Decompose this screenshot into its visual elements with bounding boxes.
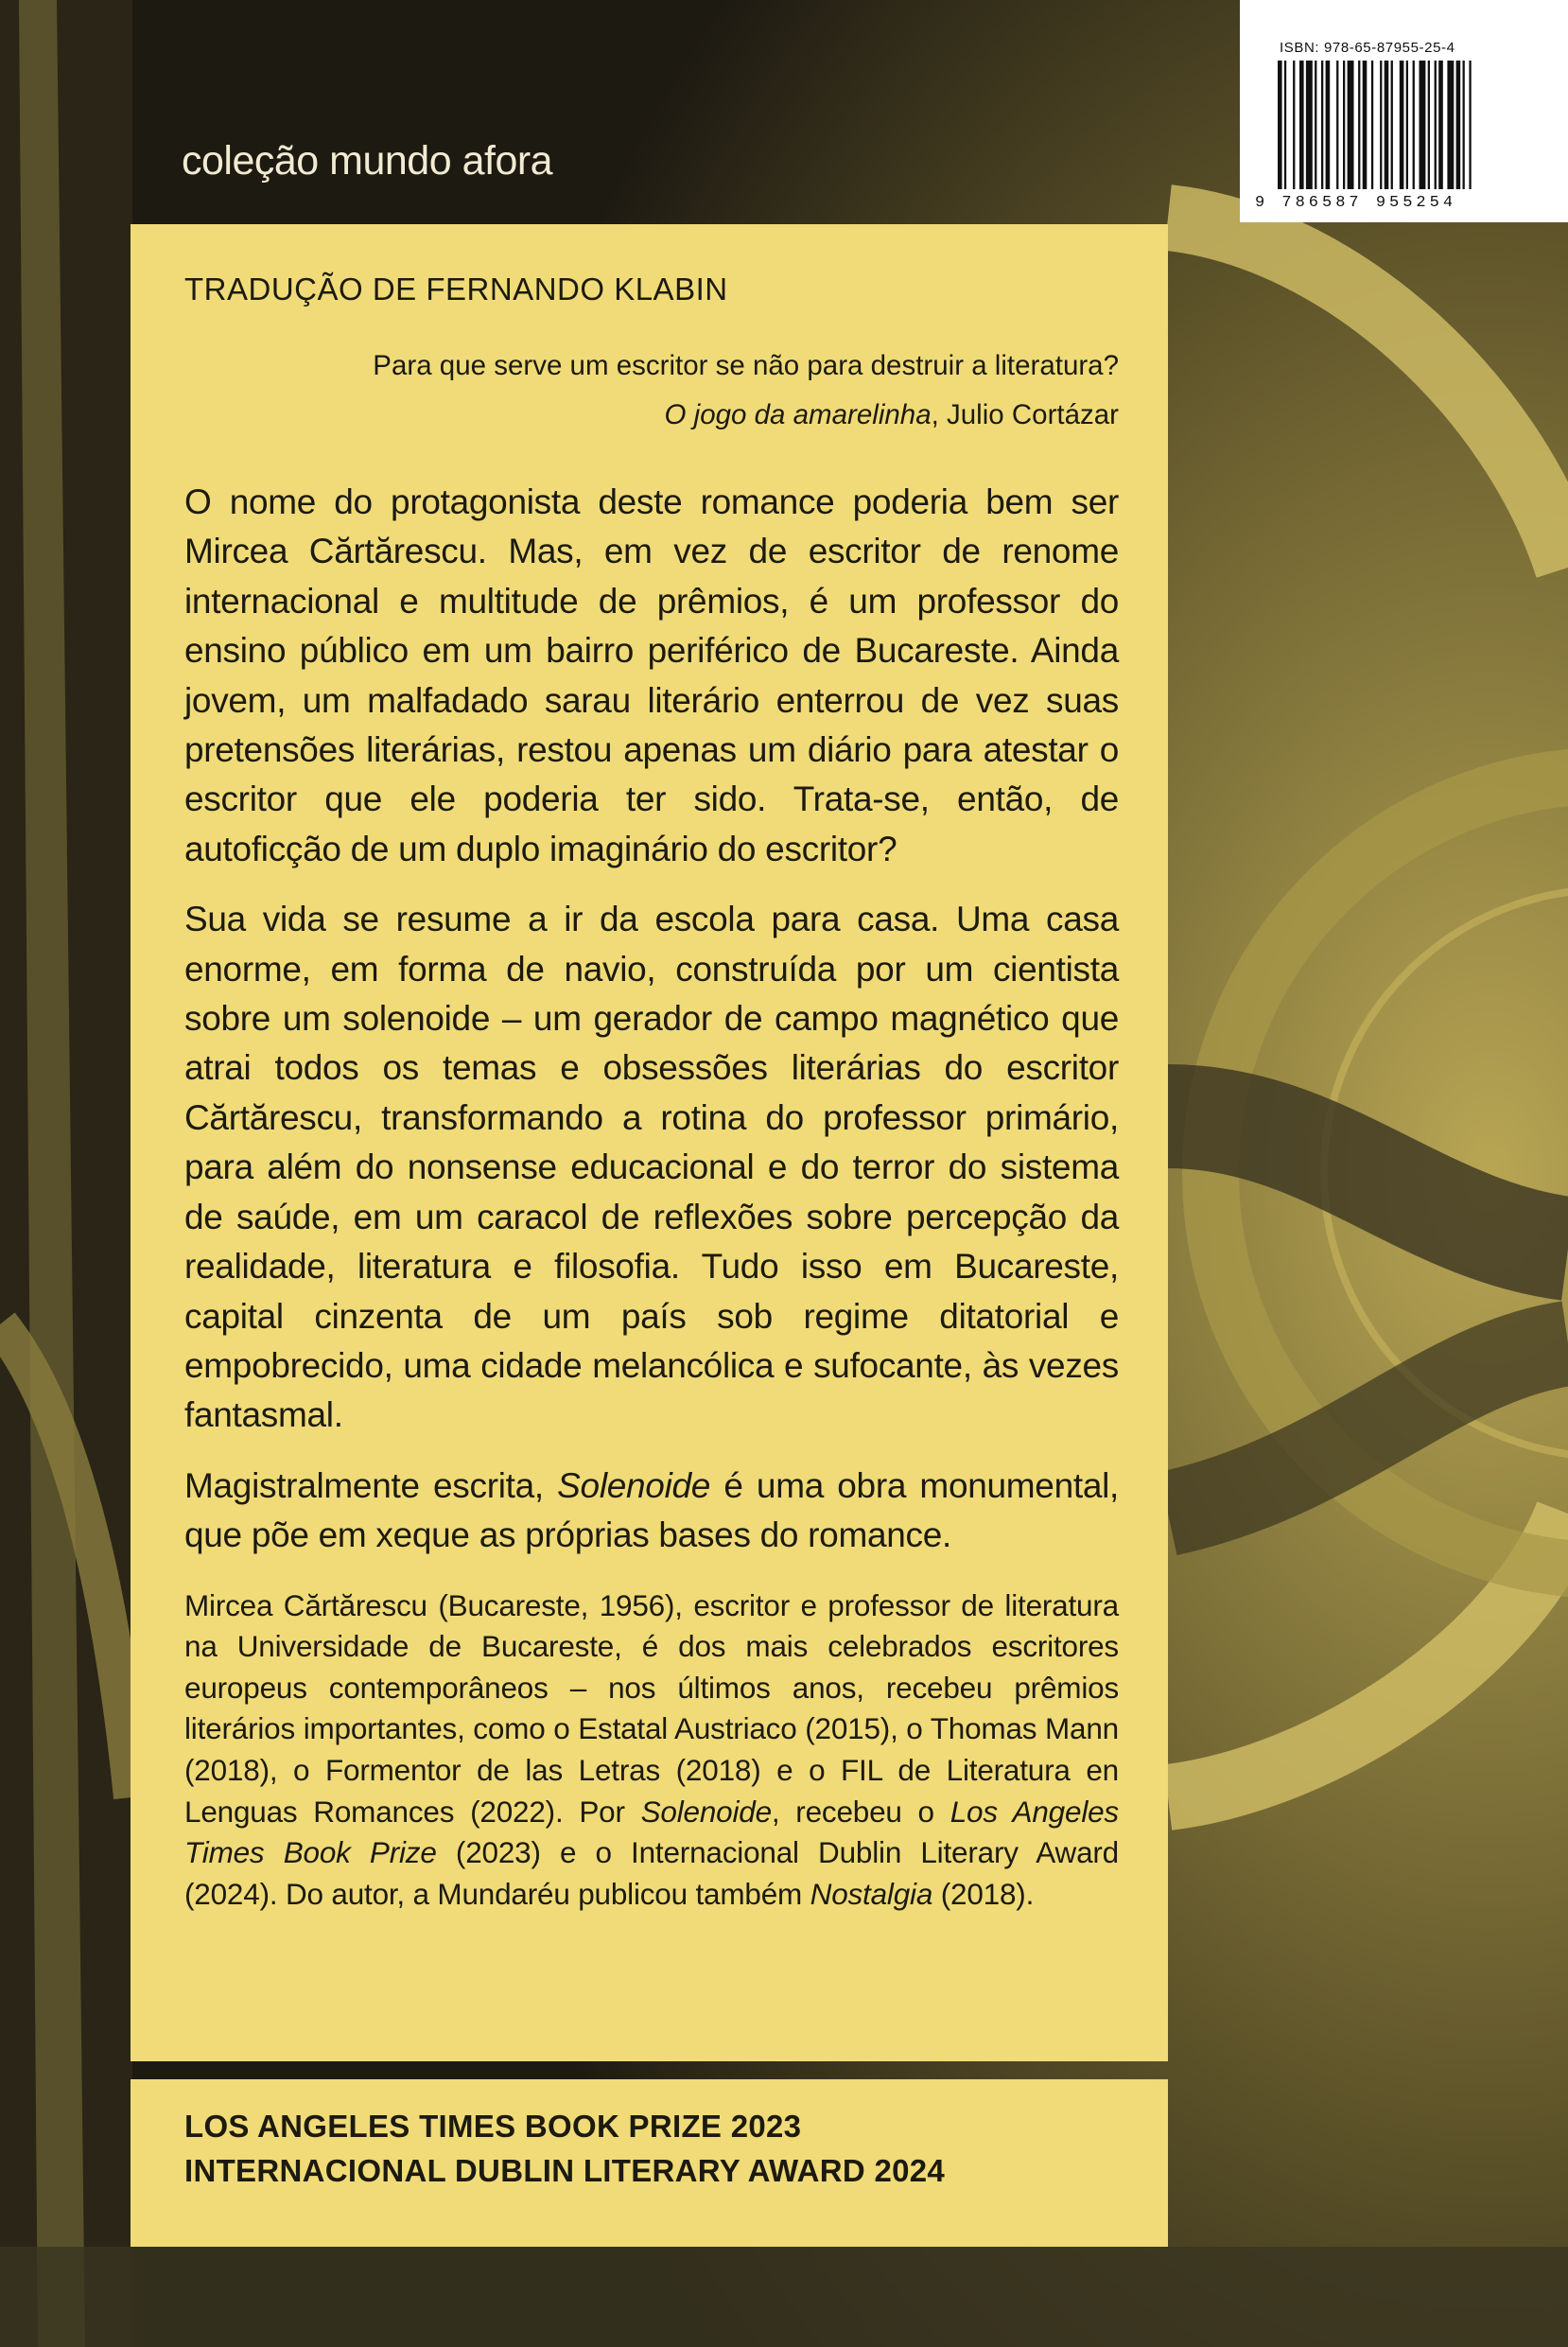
translator-credit: TRADUÇÃO DE FERNANDO KLABIN	[184, 271, 728, 307]
barcode-bar	[1380, 61, 1382, 189]
barcode-bar	[1385, 61, 1389, 189]
barcode-bar	[1420, 61, 1426, 189]
barcode-digits: 9 786587 955254	[1255, 194, 1457, 212]
collection-name: coleção mundo afora	[182, 138, 553, 184]
barcode-bar	[1363, 61, 1368, 189]
bio-text-c: (2023) e o Internacional Dublin Literary Award (2024). Do autor, a Mundaréu publicou também	[184, 1835, 1119, 1911]
barcode-label	[1240, 0, 1568, 222]
barcode-bar	[1435, 61, 1437, 189]
barcode-bar	[1336, 61, 1338, 189]
paragraph-3-title: Solenoide	[557, 1465, 711, 1505]
barcode-bar	[1343, 61, 1345, 189]
isbn-text: ISBN: 978-65-87955-25-4	[1280, 40, 1455, 56]
barcode-bar	[1438, 61, 1443, 189]
barcode-bar	[1293, 61, 1295, 189]
barcode-bar	[1463, 61, 1465, 189]
barcode-bar	[1321, 61, 1323, 189]
barcode-bar	[1447, 61, 1454, 189]
barcode-bar	[1428, 61, 1430, 189]
epigraph-source-author: , Julio Cortázar	[931, 399, 1119, 430]
barcode-bar	[1358, 61, 1360, 189]
bio-title-2: Los Angeles Times Book Prize	[184, 1794, 1119, 1870]
bio-text-b: , recebeu o	[771, 1794, 950, 1829]
barcode-bar	[1278, 61, 1282, 189]
paragraph-3-text-a: Magistralmente escrita,	[184, 1465, 558, 1505]
bio-title-1: Solenoide	[640, 1794, 772, 1829]
author-bio	[184, 1585, 1119, 1916]
barcode-bar	[1306, 61, 1313, 189]
bio-title-3: Nostalgia	[810, 1876, 933, 1911]
paragraph-3-text-b: é uma obra monumental, que põe em xeque as próprias bases do romance.	[184, 1465, 1120, 1555]
barcode-bar	[1348, 61, 1354, 189]
barcode-bar	[1456, 61, 1461, 189]
barcode-bar	[1406, 61, 1408, 189]
barcode-bar	[1413, 61, 1415, 189]
synopsis-panel	[131, 224, 1168, 2061]
barcode-bar	[1400, 61, 1404, 189]
award-line-2: INTERNACIONAL DUBLIN LITERARY AWARD 2024	[184, 2153, 946, 2188]
barcode-bar	[1315, 61, 1316, 189]
epigraph-quote: Para que serve um escritor se não para destruir a literatura?	[373, 350, 1119, 381]
barcode-bar	[1371, 61, 1373, 189]
awards-panel	[131, 2079, 1168, 2247]
barcode-bars	[1278, 61, 1537, 189]
epigraph-source	[184, 391, 1119, 440]
bio-text-d: (2018).	[932, 1876, 1035, 1911]
synopsis-paragraph-1: O nome do protagonista deste romance poderia bem ser Mircea Cărtărescu. Mas, em vez de escritor de renome internacional e multitude de prêmios, é um professor do ensino público em um bairro periférico de Bucareste. Ainda jovem, um malfadado sarau literário enterrou de vez suas pretensões literárias, restou apenas um diário para atestar o escritor que ele poderia ter sido. Trata-se, então, de autoficção de um duplo imaginário do escritor?	[184, 482, 1119, 868]
award-line-1: LOS ANGELES TIMES BOOK PRIZE 2023	[184, 2109, 802, 2144]
synopsis-paragraph-3	[184, 1462, 1119, 1561]
barcode-bar	[1469, 61, 1471, 189]
barcode-bar	[1299, 61, 1304, 189]
synopsis-paragraph-2: Sua vida se resume a ir da escola para casa. Uma casa enorme, em forma de navio, construída por um cientista sobre um solenoide – um gerador de campo magnético que atrai todos os temas e obsessões literárias do escritor Cărtărescu, transformando a rotina do professor primário, para além do nonsense educacional e do terror do sistema de saúde, em um caracol de reflexões sobre percepção da realidade, literatura e filosofia. Tudo isso em Bucareste, capital cinzenta de um país sob regime ditatorial e empobrecido, uma cidade melancólica e sufocante, às vezes fantasmal.	[184, 900, 1119, 1435]
barcode-bar	[1284, 61, 1286, 189]
bio-text-a: Mircea Cărtărescu (Bucareste, 1956), escritor e professor de literatura na Universidade de Bucareste, é dos mais celebrados escritores europeus contemporâneos – nos últimos anos, recebeu prêmios literários importantes, como o Estatal Austriaco (2015), o Thomas Mann (2018), o Formentor de las Letras (2018) e o FIL de Literatura en Lenguas Romances (2022). Por	[184, 1587, 1119, 1829]
barcode-bar	[1326, 61, 1331, 189]
barcode-bar	[1391, 61, 1393, 189]
epigraph-source-title: O jogo da amarelinha	[664, 399, 932, 430]
